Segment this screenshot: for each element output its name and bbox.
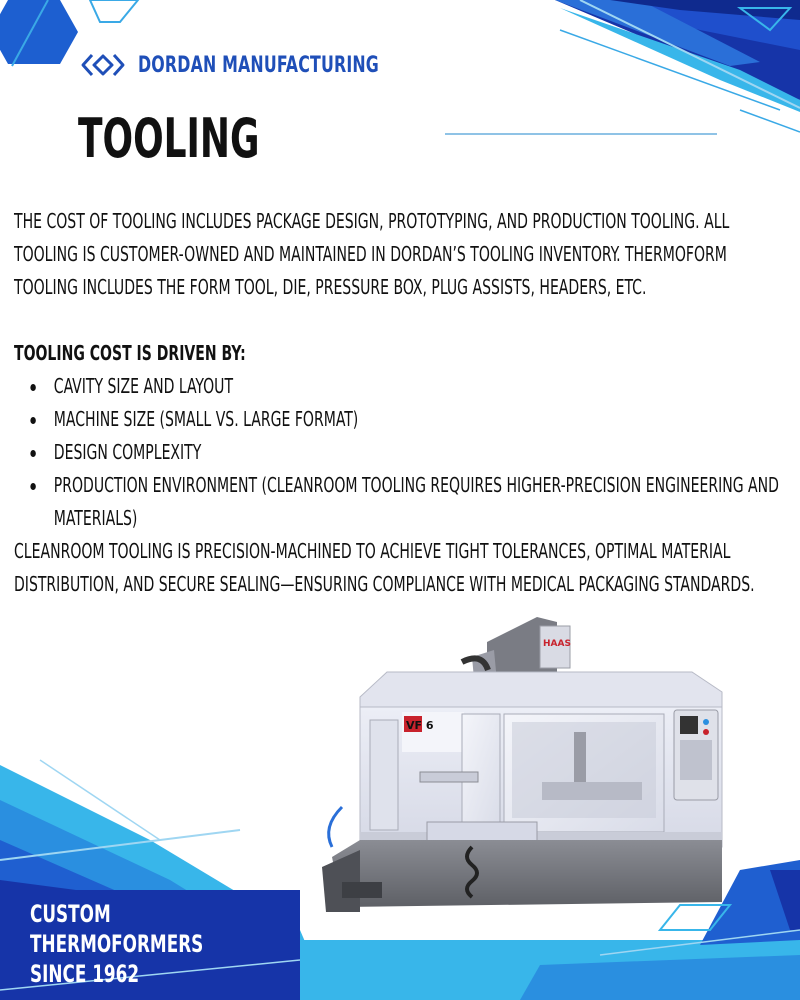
intro-paragraph: THE COST OF TOOLING INCLUDES PACKAGE DESIGN, PROTOTYPING, AND PRODUCTION TOOLING. ALL TOOLING IS CUSTOMER-OWNED AND MAINTAINED IN DORDAN’S TOOLING INVENTORY. THERMOFORM TOOLING INCLUDES THE FORM TOOL, DIE, PRESSURE BOX, PLUG ASSISTS, HEADERS, ETC. (14, 209, 730, 299)
list-item: PRODUCTION ENVIRONMENT (CLEANROOM TOOLING REQUIRES HIGHER-PRECISION ENGINEERING AND MATERIALS) (54, 469, 783, 535)
body-content (14, 205, 782, 601)
tagline-line: THERMOFORMERS (30, 930, 204, 958)
tagline-line: SINCE 1962 (30, 960, 140, 988)
model-label: VF 6 (406, 719, 434, 732)
page-title: TOOLING (78, 107, 260, 170)
chevrons-diamond-icon (80, 52, 126, 78)
cnc-machine-image (312, 612, 732, 920)
brand-name: DORDAN MANUFACTURING (138, 52, 379, 78)
list-item: MACHINE SIZE (SMALL VS. LARGE FORMAT) (54, 403, 783, 436)
drivers-heading: TOOLING COST IS DRIVEN BY: (14, 341, 246, 365)
title-divider (445, 133, 717, 135)
maker-logo: HAAS (543, 639, 571, 649)
closing-paragraph: CLEANROOM TOOLING IS PRECISION-MACHINED TO ACHIEVE TIGHT TOLERANCES, OPTIMAL MATERIAL DISTRIBUTION, AND SECURE SEALING—ENSURING COMPLIANCE WITH MEDICAL PACKAGING STANDARDS. (14, 539, 755, 596)
drivers-list (14, 370, 782, 535)
list-item: CAVITY SIZE AND LAYOUT (54, 370, 783, 403)
brand-header (80, 52, 439, 78)
tagline-line: CUSTOM (30, 900, 111, 928)
list-item: DESIGN COMPLEXITY (54, 436, 783, 469)
footer-tagline (30, 899, 203, 989)
